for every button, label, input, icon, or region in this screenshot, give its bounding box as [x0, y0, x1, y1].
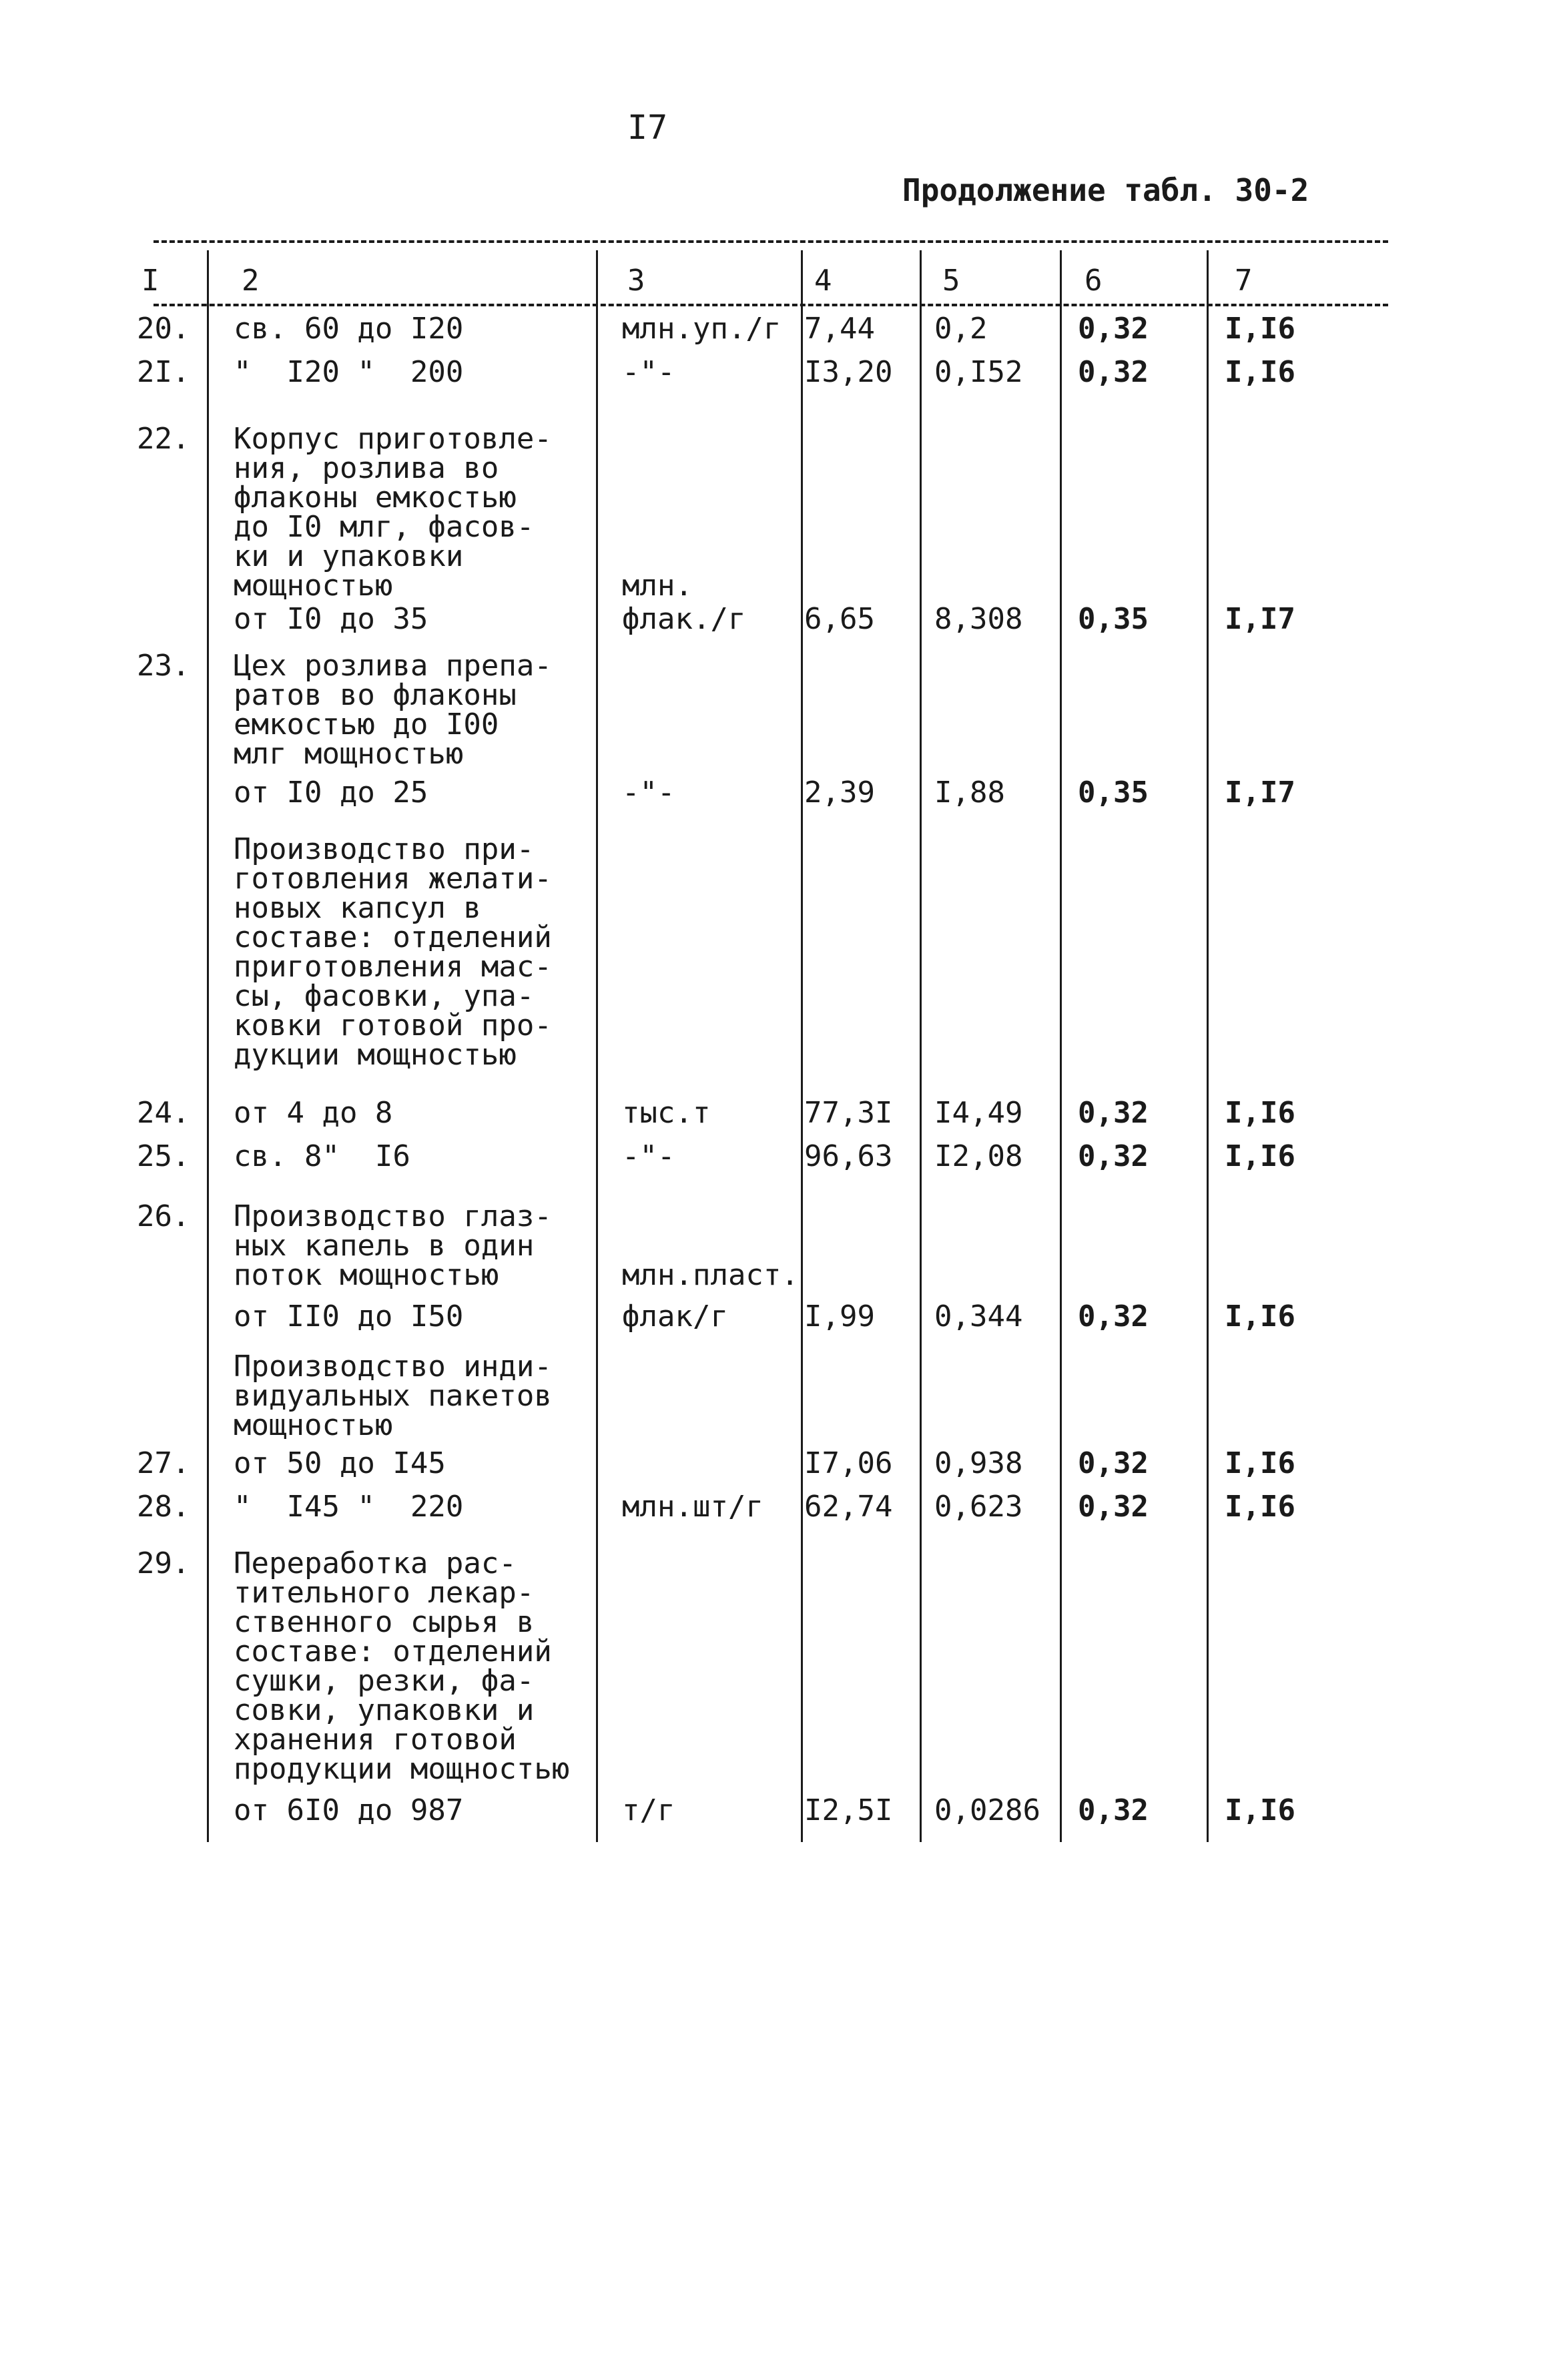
- cell-name: тительного лекар-: [234, 1576, 535, 1610]
- cell-name: новых капсул в: [234, 891, 481, 925]
- cell-name: от I0 до 25: [234, 776, 428, 810]
- cell-name: ковки готовой про-: [234, 1008, 552, 1043]
- cell-name: составе: отделений: [234, 920, 552, 954]
- cell-name: ственного сырья в: [234, 1605, 535, 1639]
- cell-col7: I,I6: [1225, 1793, 1295, 1827]
- cell-unit: млн.: [622, 569, 693, 603]
- cell-col5: 0,344: [934, 1299, 1023, 1333]
- cell-col5: 8,308: [934, 602, 1023, 636]
- column-divider: [1060, 250, 1062, 1842]
- cell-name: сушки, резки, фа-: [234, 1664, 535, 1698]
- cell-unit: флак./г: [622, 602, 746, 636]
- cell-name: совки, упаковки и: [234, 1693, 535, 1727]
- cell-name: от I0 до 35: [234, 602, 428, 636]
- cell-number: 23.: [137, 649, 190, 683]
- cell-name: хранения готовой: [234, 1723, 517, 1757]
- cell-name: от 6I0 до 987: [234, 1793, 464, 1827]
- cell-unit: млн.шт/г: [622, 1490, 763, 1524]
- cell-name: готовления желати-: [234, 862, 552, 896]
- cell-col4: I,99: [804, 1299, 875, 1333]
- cell-col6: 0,35: [1078, 602, 1149, 636]
- cell-unit: флак/г: [622, 1299, 728, 1333]
- column-divider: [207, 250, 209, 1842]
- cell-col7: I,I6: [1225, 1139, 1295, 1173]
- cell-name: млг мощностью: [234, 737, 464, 771]
- cell-name: поток мощностью: [234, 1258, 499, 1292]
- cell-name: приготовления мас-: [234, 950, 552, 984]
- cell-name: от 50 до I45: [234, 1446, 446, 1480]
- cell-number: 26.: [137, 1199, 190, 1233]
- cell-col6: 0,32: [1078, 1096, 1149, 1130]
- header-cell: I: [141, 264, 160, 298]
- cell-unit: млн.пласт.: [622, 1258, 799, 1292]
- cell-name: Корпус приготовле-: [234, 422, 552, 456]
- cell-name: " I20 " 200: [234, 355, 464, 389]
- cell-col6: 0,32: [1078, 1446, 1149, 1480]
- cell-unit: -"-: [622, 776, 675, 810]
- column-divider: [596, 250, 598, 1842]
- cell-col5: 0,623: [934, 1490, 1023, 1524]
- cell-unit: т/г: [622, 1793, 675, 1827]
- cell-name: сы, фасовки, упа-: [234, 979, 535, 1013]
- header-cell: 2: [242, 264, 260, 298]
- cell-unit: -"-: [622, 1139, 675, 1173]
- header-cell: 4: [814, 264, 832, 298]
- cell-name: продукции мощностью: [234, 1752, 570, 1786]
- cell-col4: 6,65: [804, 602, 875, 636]
- column-divider: [1207, 250, 1209, 1842]
- cell-col7: I,I6: [1225, 1299, 1295, 1333]
- cell-col6: 0,32: [1078, 1490, 1149, 1524]
- cell-name: Переработка рас-: [234, 1546, 517, 1580]
- cell-col4: 2,39: [804, 776, 875, 810]
- cell-number: 28.: [137, 1490, 190, 1524]
- cell-name: мощностью: [234, 1408, 393, 1442]
- cell-name: ки и упаковки: [234, 539, 464, 573]
- cell-name: Производство инди-: [234, 1350, 552, 1384]
- header-rule: [153, 304, 1388, 306]
- cell-name: видуальных пакетов: [234, 1379, 552, 1413]
- cell-col5: 0,0286: [934, 1793, 1040, 1827]
- header-rule: [153, 240, 1388, 243]
- cell-col6: 0,32: [1078, 1793, 1149, 1827]
- cell-col4: I3,20: [804, 355, 893, 389]
- cell-name: Производство глаз-: [234, 1199, 552, 1233]
- cell-name: св. 60 до I20: [234, 312, 464, 346]
- cell-number: 2I.: [137, 355, 190, 389]
- cell-number: 20.: [137, 312, 190, 346]
- cell-name: Производство при-: [234, 832, 535, 866]
- cell-col6: 0,32: [1078, 1299, 1149, 1333]
- column-divider: [920, 250, 922, 1842]
- cell-col5: I2,08: [934, 1139, 1023, 1173]
- cell-col7: I,I6: [1225, 312, 1295, 346]
- header-cell: 5: [942, 264, 960, 298]
- cell-name: св. 8" I6: [234, 1139, 410, 1173]
- cell-col4: 7,44: [804, 312, 875, 346]
- cell-col6: 0,32: [1078, 355, 1149, 389]
- cell-col5: I,88: [934, 776, 1005, 810]
- cell-col7: I,I6: [1225, 1446, 1295, 1480]
- cell-col6: 0,32: [1078, 312, 1149, 346]
- table-continuation-caption: Продолжение табл. 30-2: [902, 172, 1309, 208]
- cell-unit: -"-: [622, 355, 675, 389]
- cell-col4: I2,5I: [804, 1793, 893, 1827]
- cell-col7: I,I7: [1225, 776, 1295, 810]
- cell-col6: 0,32: [1078, 1139, 1149, 1173]
- cell-col7: I,I7: [1225, 602, 1295, 636]
- header-cell: 7: [1235, 264, 1253, 298]
- cell-number: 24.: [137, 1096, 190, 1130]
- cell-col4: 77,3I: [804, 1096, 893, 1130]
- cell-name: составе: отделений: [234, 1634, 552, 1669]
- cell-number: 25.: [137, 1139, 190, 1173]
- cell-name: от 4 до 8: [234, 1096, 393, 1130]
- cell-number: 29.: [137, 1546, 190, 1580]
- cell-name: флаконы емкостью: [234, 481, 517, 515]
- cell-name: до I0 млг, фасов-: [234, 510, 535, 544]
- cell-name: ратов во флаконы: [234, 678, 517, 712]
- cell-name: ния, розлива во: [234, 451, 499, 485]
- cell-col5: 0,2: [934, 312, 988, 346]
- cell-col4: I7,06: [804, 1446, 893, 1480]
- cell-name: ных капель в один: [234, 1229, 535, 1263]
- cell-name: дукции мощностью: [234, 1038, 517, 1072]
- cell-col4: 62,74: [804, 1490, 893, 1524]
- cell-name: " I45 " 220: [234, 1490, 464, 1524]
- cell-col7: I,I6: [1225, 355, 1295, 389]
- cell-col4: 96,63: [804, 1139, 893, 1173]
- cell-name: Цех розлива препа-: [234, 649, 552, 683]
- cell-number: 27.: [137, 1446, 190, 1480]
- cell-unit: тыс.т: [622, 1096, 711, 1130]
- cell-col7: I,I6: [1225, 1490, 1295, 1524]
- header-cell: 6: [1084, 264, 1103, 298]
- cell-col6: 0,35: [1078, 776, 1149, 810]
- header-cell: 3: [627, 264, 645, 298]
- cell-col5: 0,I52: [934, 355, 1023, 389]
- page-number: I7: [627, 108, 668, 147]
- cell-col5: 0,938: [934, 1446, 1023, 1480]
- cell-col5: I4,49: [934, 1096, 1023, 1130]
- cell-name: емкостью до I00: [234, 707, 499, 741]
- cell-number: 22.: [137, 422, 190, 456]
- column-divider: [801, 250, 803, 1842]
- cell-unit: млн.уп./г: [622, 312, 782, 346]
- cell-col7: I,I6: [1225, 1096, 1295, 1130]
- cell-name: от II0 до I50: [234, 1299, 464, 1333]
- cell-name: мощностью: [234, 569, 393, 603]
